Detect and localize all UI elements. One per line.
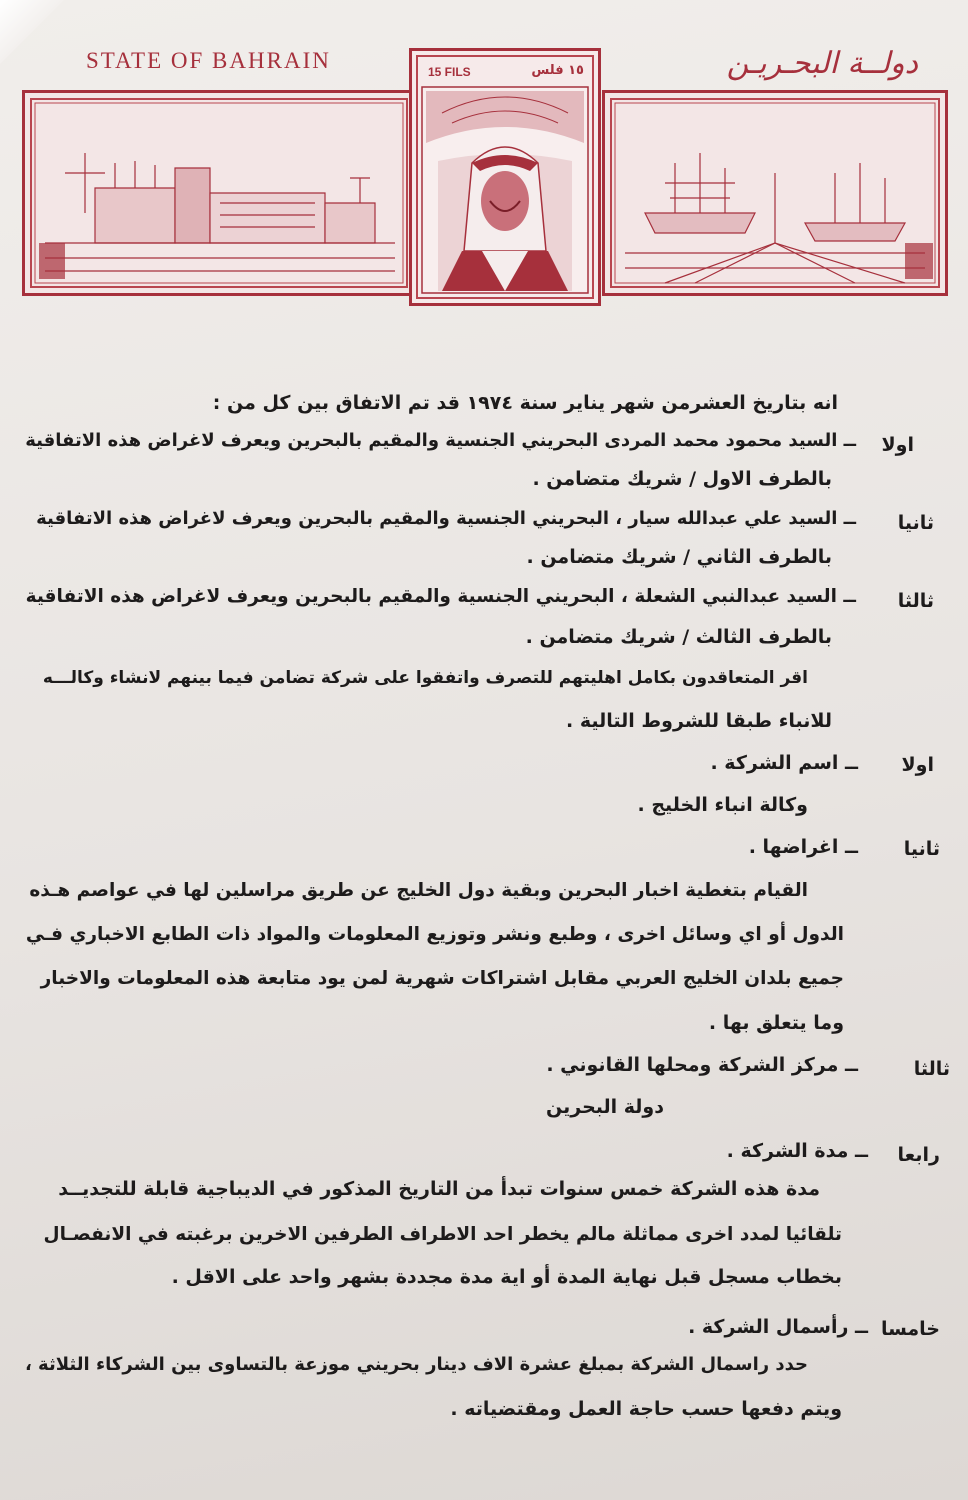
clause-2-line3: جميع بلدان الخليج العربي مقابل اشتراكات شهرية لمن يود متابعة هذه المعلومات والاخبار (40, 968, 844, 989)
party-2-ordinal: ثانيا (897, 512, 934, 534)
clause-1-text: وكالة انباء الخليج . (637, 794, 808, 816)
clause-3-text: دولة البحرين (546, 1096, 664, 1118)
agreement-line1: اقر المتعاقدون بكامل اهليتهم للتصرف واتفقوا على شركة تضامن فيما بينهم لانشاء وكالـــه (42, 668, 808, 688)
party-1-ordinal: اولا (881, 434, 914, 456)
clause-4-line3: بخطاب مسجل قبل نهاية المدة أو اية مدة مجددة بشهر واحد على الاقل . (171, 1266, 842, 1288)
clause-5-line1: حدد راسمال الشركة بمبلغ عشرة الاف دينار بحريني موزعة بالتساوى بين الشركاء الثلاثة ، (24, 1354, 808, 1375)
party-2-line1: ــ السيد علي عبدالله سيار ، البحريني الجنسية والمقيم بالبحرين ويعرف لاغراض هذه الاتفاقية (36, 508, 856, 529)
clause-4-line1: مدة هذه الشركة خمس سنوات تبدأ من التاريخ المذكور في الديباجية قابلة للتجديــد (58, 1178, 820, 1200)
party-3-line2: بالطرف الثالث / شريك متضامن . (525, 626, 832, 648)
clause-2-line2: الدول أو اي وسائل اخرى ، وطبع ونشر وتوزيع المعلومات والمواد ذات الطابع الاخباري فـي (25, 924, 844, 945)
clause-5-heading: ــ رأسمال الشركة . (688, 1316, 868, 1338)
party-1-line1: ــ السيد محمود محمد المردى البحريني الجنسية والمقيم بالبحرين ويعرف لاغراض هذه الاتفاقية (25, 430, 856, 451)
stamp-value-english: 15 FILS (428, 65, 471, 79)
stamp-value-arabic: ١٥ فلس (531, 63, 584, 78)
letterhead-title-arabic: دولــة البحـريـن (726, 46, 918, 81)
clause-3-ordinal: ثالثا (913, 1058, 950, 1080)
clause-4-line2: تلقائيا لمدد اخرى مماثلة مالم يخطر احد الاطراف الطرفين الاخرين برغبته في الانفصـال (43, 1224, 842, 1245)
party-2-line2: بالطرف الثاني / شريك متضامن . (526, 546, 832, 568)
agreement-line2: للانباء طبقا للشروط التالية . (566, 710, 832, 732)
clause-5-ordinal: خامسا (880, 1318, 940, 1340)
party-3-ordinal: ثالثا (897, 590, 934, 612)
clause-2-line4: وما يتعلق بها . (708, 1012, 844, 1034)
clause-1-heading: ــ اسم الشركة . (710, 752, 858, 774)
clause-5-line2: ويتم دفعها حسب حاجة العمل ومقتضياته . (450, 1398, 842, 1420)
clause-2-ordinal: ثانيا (903, 838, 940, 860)
letterhead-title-english: STATE OF BAHRAIN (86, 48, 331, 73)
party-1-line2: بالطرف الاول / شريك متضامن . (532, 468, 832, 490)
clause-4-heading: ــ مدة الشركة . (726, 1140, 868, 1162)
party-3-line1: ــ السيد عبدالنبي الشعلة ، البحريني الجنسية والمقيم بالبحرين ويعرف لاغراض هذه الاتفاقية (25, 586, 856, 607)
clause-4-ordinal: رابعا (897, 1144, 940, 1166)
clause-3-heading: ــ مركز الشركة ومحلها القانوني . (546, 1054, 858, 1076)
clause-2-heading: ــ اغراضها . (748, 836, 858, 858)
clause-2-line1: القيام بتغطية اخبار البحرين وبقية دول الخليج عن طريق مراسلين لها في عواصم هـذه (29, 880, 808, 901)
clause-1-ordinal: اولا (901, 754, 934, 776)
intro-line: انه بتاريخ العشرمن شهر يناير سنة ١٩٧٤ قد تم الاتفاق بين كل من : (212, 392, 838, 414)
